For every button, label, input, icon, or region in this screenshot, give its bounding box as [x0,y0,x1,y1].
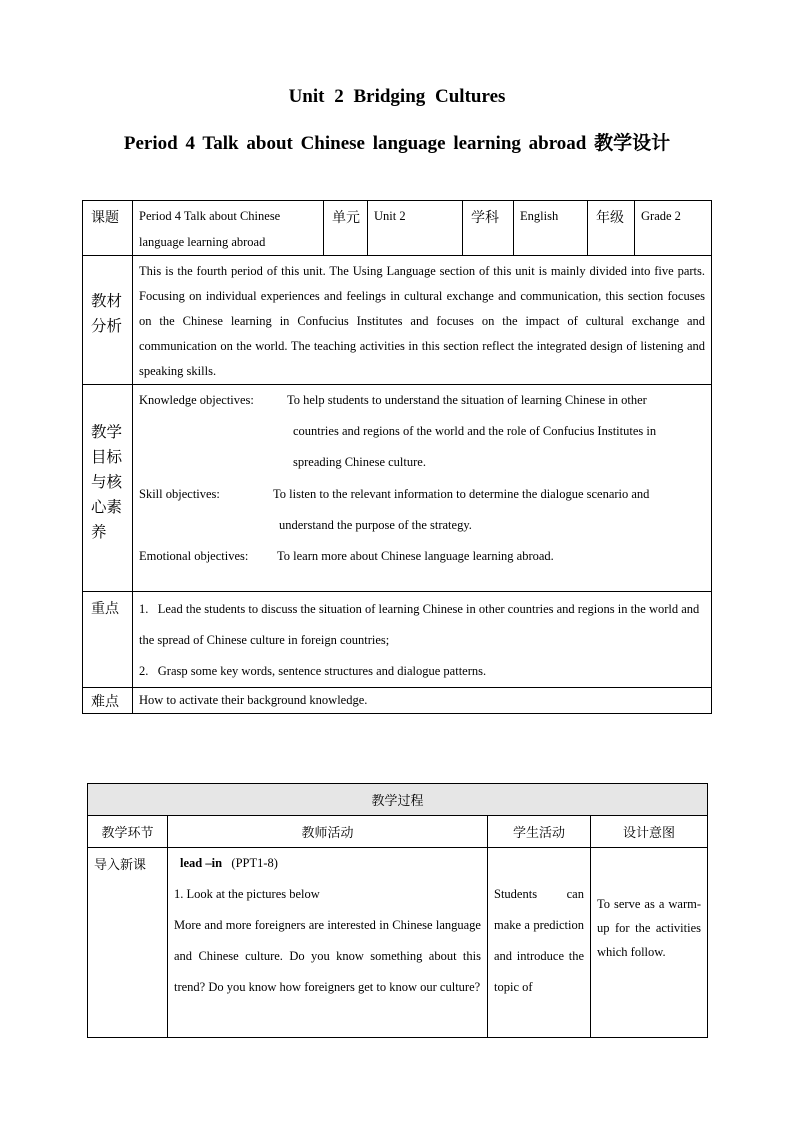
key-point-2 [139,656,705,687]
emotional-text: To learn more about Chinese language learning abroad. [277,549,554,563]
knowledge-line: To help students to understand the situation of learning Chinese in other [287,393,647,407]
header-student: 学生活动 [488,816,591,848]
course-value: Period 4 Talk about Chinese language learning abroad [133,201,324,256]
header-stage: 教学环节 [88,816,168,848]
difficulties-label: 难点 [83,688,133,714]
info-table [82,200,712,714]
objectives-row [83,385,712,592]
key-point-1-num: 1. [139,602,149,616]
key-points-label: 重点 [83,592,133,688]
unit-label: 单元 [324,201,368,256]
unit-value: Unit 2 [368,201,463,256]
analysis-text: This is the fourth period of this unit. The Using Language section of this unit is mainly divided into five parts. Focusing on individual experiences and feelings in cultural exchange and communication, this section focuses on the Chinese learning in Confucius Institutes and focuses on the impact of cultural exchange and communication on the world. The teaching activities in this section reflect the integrated design of listening and speaking skills. [133,256,712,385]
emotional-label: Emotional objectives: [139,549,249,563]
student-cell: Students can make a prediction and introduce the topic of [488,848,591,1038]
key-point-1 [139,594,705,656]
intent-cell: To serve as a warm-up for the activities which follow. [591,848,708,1038]
process-row [88,848,708,1038]
subject-value: English [514,201,588,256]
process-title-row [88,784,708,816]
objectives-label-line: 心素 [91,497,123,516]
subject-label: 学科 [463,201,514,256]
header-intent: 设计意图 [591,816,708,848]
grade-label: 年级 [588,201,635,256]
key-points-row [83,592,712,688]
step-1: 1. Look at the pictures below [174,887,320,901]
period-title-cn: 教学设计 [594,132,671,154]
key-point-2-text: Grasp some key words, sentence structures and dialogue patterns. [157,664,487,678]
key-point-1-text: Lead the students to discuss the situation of learning Chinese in other countries and regions in the world and the spread of Chinese culture in foreign countries; [139,602,700,647]
lead-in-ppt: (PPT1-8) [231,856,278,870]
objectives-label-line: 养 [91,522,107,541]
grade-value: Grade 2 [635,201,712,256]
knowledge-label: Knowledge objectives: [139,393,254,407]
knowledge-line: countries and regions of the world and the role of Confucius Institutes in [293,424,657,438]
unit-title: Unit 2 Bridging Cultures [288,86,506,107]
knowledge-line: spreading Chinese culture. [293,455,426,469]
stage-cell: 导入新课 [88,848,168,1038]
skill-line: To listen to the relevant information to determine the dialogue scenario and [273,487,650,501]
process-title: 教学过程 [88,784,708,816]
key-point-2-num: 2. [139,664,149,678]
objectives-content [133,385,712,592]
analysis-label: 教材分析 [83,256,133,385]
lead-in-line [174,848,481,879]
course-label: 课题 [83,201,133,256]
lead-in-label: lead –in [180,856,223,870]
skill-label: Skill objectives: [139,487,220,501]
teacher-text: More and more foreigners are interested in Chinese language and Chinese culture. Do you know something about this trend? Do you know how foreigners get to know our culture? [174,918,481,994]
key-points-content [133,592,712,688]
objectives-label-line: 目标 [91,447,123,466]
period-title [0,128,794,155]
process-table [87,783,708,1038]
difficulties-text: How to activate their background knowledge. [133,688,712,714]
period-title-en: Period 4 Talk about Chinese language learning abroad [123,133,595,154]
analysis-row [83,256,712,385]
objectives-label [83,385,133,592]
course-row [83,201,712,256]
difficulties-row [83,688,712,714]
teacher-cell [168,848,488,1038]
objectives-label-line: 教学 [91,422,123,441]
process-header-row [88,816,708,848]
skill-line: understand the purpose of the strategy. [279,518,472,532]
header-teacher: 教师活动 [168,816,488,848]
objectives-label-line: 与核 [91,472,123,491]
